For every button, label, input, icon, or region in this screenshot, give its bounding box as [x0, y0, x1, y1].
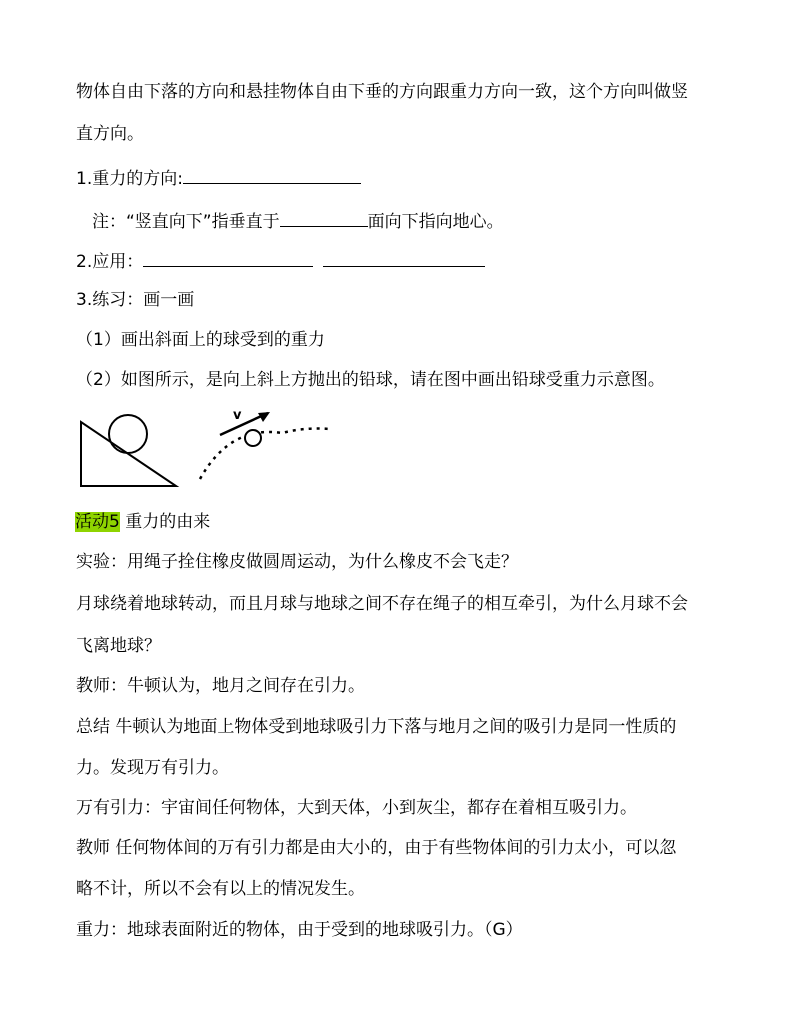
question-2-label: 2.应用： [76, 252, 144, 272]
shotput-trajectory-figure [190, 405, 340, 485]
answer-blank [323, 248, 485, 267]
experiment-line: 实验：用绳子拴住橡皮做圆周运动，为什么橡皮不会飞走？ [76, 552, 518, 572]
activity-number: 5 [109, 512, 120, 532]
activity-title: 重力的由来 [119, 512, 211, 532]
activity-tag: 活动 [75, 512, 109, 532]
incline-ball-figure [78, 410, 180, 490]
note-line [92, 208, 504, 234]
shotput-ball [245, 430, 261, 446]
trajectory-path [200, 429, 330, 480]
summary-line: 力。发现万有引力。 [76, 758, 229, 778]
moon-line: 飞离地球？ [76, 636, 161, 656]
exercise-2: （2）如图所示，是向上斜上方抛出的铅球，请在图中画出铅球受重力示意图。 [76, 370, 665, 390]
moon-line: 月球绕着地球转动，而且月球与地球之间不存在绳子的相互牵引，为什么月球不会 [76, 594, 688, 614]
gravity-definition-line: 重力：地球表面附近的物体，由于受到的地球吸引力。（G） [76, 920, 523, 940]
answer-blank [143, 248, 313, 267]
velocity-label: v [233, 408, 242, 423]
answer-blank [280, 208, 368, 227]
exercise-1: （1）画出斜面上的球受到的重力 [76, 330, 325, 350]
incline-triangle [81, 422, 176, 486]
paragraph-line: 物体自由下落的方向和悬挂物体自由下垂的方向跟重力方向一致，这个方向叫做竖 [76, 82, 688, 102]
note-text-before: 注：“竖直向下”指垂直于 [92, 212, 280, 232]
teacher-line: 教师 任何物体间的万有引力都是由大小的，由于有些物体间的引力太小，可以忽 [76, 838, 677, 858]
summary-line: 总结 牛顿认为地面上物体受到地球吸引力下落与地月之间的吸引力是同一性质的 [76, 717, 677, 737]
ball-circle [109, 415, 147, 453]
question-3: 3.练习：画一画 [76, 290, 195, 310]
answer-blank [183, 165, 361, 184]
universal-gravitation-line: 万有引力：宇宙间任何物体，大到天体，小到灰尘，都存在着相互吸引力。 [76, 798, 637, 818]
question-1 [76, 165, 361, 191]
teacher-line: 教师：牛顿认为，地月之间存在引力。 [76, 676, 365, 696]
question-2 [76, 248, 485, 274]
teacher-line: 略不计，所以不会有以上的情况发生。 [76, 879, 365, 899]
question-1-label: 1.重力的方向: [76, 169, 183, 189]
note-text-after: 面向下指向地心。 [367, 212, 504, 232]
activity-heading [75, 510, 210, 534]
paragraph-line: 直方向。 [76, 124, 144, 144]
